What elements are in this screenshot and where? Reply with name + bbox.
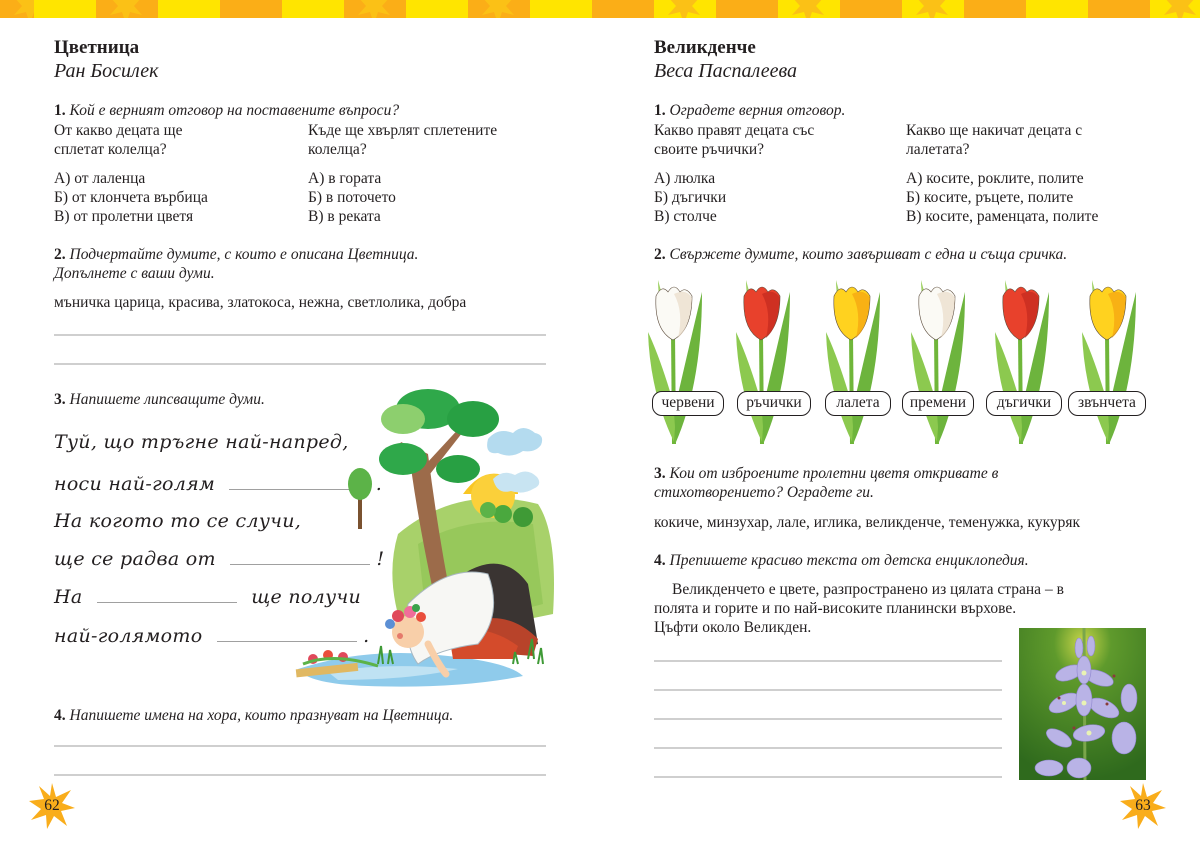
q1-col2-question-line2: лалетата? bbox=[906, 141, 970, 158]
q1-col1-option-b[interactable]: Б) дъгички bbox=[654, 189, 727, 206]
question-4-prompt bbox=[54, 706, 453, 725]
poem-text: На когото то се случи, bbox=[54, 510, 302, 532]
word-bubble[interactable]: премени bbox=[902, 391, 974, 416]
fill-in-blank[interactable] bbox=[97, 587, 237, 603]
encyclopedia-text-line1: Великденчето е цвете, разпространено из цялата страна – в bbox=[672, 581, 1064, 598]
q3-flower-list[interactable]: кокиче, минзухар, лале, иглика, великденче, теменужка, кукуряк bbox=[654, 514, 1081, 531]
question-3-prompt bbox=[54, 390, 265, 409]
question-text: Кой е верният отговор на поставените въпроси? bbox=[69, 102, 400, 119]
answer-line[interactable] bbox=[654, 776, 1002, 778]
question-1-prompt bbox=[654, 101, 845, 120]
question-text: Напишете липсващите думи. bbox=[69, 391, 265, 408]
poem-text: ! bbox=[376, 548, 385, 570]
author-name: Веса Паспалеева bbox=[654, 60, 798, 82]
q1-col1-option-a[interactable]: А) от лаленца bbox=[54, 170, 146, 187]
answer-line[interactable] bbox=[54, 774, 546, 776]
question-text: Свържете думите, които завършват с една и съща сричка. bbox=[669, 246, 1068, 263]
question-2-prompt bbox=[654, 245, 1067, 264]
question-number: 2. bbox=[654, 246, 666, 263]
q1-col1-question-line2: своите ръчички? bbox=[654, 141, 765, 158]
poem-text: На bbox=[54, 586, 83, 608]
page-title: Великденче bbox=[654, 37, 756, 58]
q1-col2-option-c[interactable]: В) в реката bbox=[308, 208, 381, 225]
q1-col1-option-c[interactable]: В) от пролетни цветя bbox=[54, 208, 194, 225]
yellow-tulip-illustration bbox=[818, 272, 888, 444]
q1-col1-question-line2: сплетат колелца? bbox=[54, 141, 167, 158]
q1-col2-option-a[interactable]: А) в гората bbox=[308, 170, 382, 187]
question-number: 3. bbox=[654, 465, 666, 482]
question-number: 2. bbox=[54, 246, 66, 263]
answer-line[interactable] bbox=[54, 334, 546, 336]
answer-line[interactable] bbox=[654, 689, 1002, 691]
q1-col2-option-b[interactable]: Б) косите, ръцете, полите bbox=[906, 189, 1074, 206]
q1-col2-option-b[interactable]: Б) в поточето bbox=[308, 189, 396, 206]
question-text: стихотворението? Оградете ги. bbox=[654, 484, 874, 501]
page-number-badge bbox=[1119, 782, 1167, 830]
poem-text: ще получи bbox=[251, 586, 362, 608]
q1-col1-option-b[interactable]: Б) от клончета върбица bbox=[54, 189, 208, 206]
author-name: Ран Босилек bbox=[54, 60, 159, 82]
question-text: Препишете красиво текста от детска енциклопедия. bbox=[669, 552, 1029, 569]
question-text: Оградете верния отговор. bbox=[669, 102, 846, 119]
q1-col2-question-line2: колелца? bbox=[308, 141, 367, 158]
question-3-prompt bbox=[654, 464, 998, 483]
answer-line[interactable] bbox=[654, 747, 1002, 749]
poem-text: носи най-голям bbox=[54, 473, 216, 495]
word-bubble[interactable]: дъгички bbox=[986, 391, 1062, 416]
page-title: Цветница bbox=[54, 37, 140, 58]
q1-col1-option-c[interactable]: В) столче bbox=[654, 208, 717, 225]
encyclopedia-text-line3: Цъфти около Великден. bbox=[654, 619, 812, 636]
page-number: 63 bbox=[1135, 797, 1151, 814]
question-text: Напишете имена на хора, които празнуват на Цветница. bbox=[69, 707, 454, 724]
q1-col2-option-a[interactable]: А) косите, роклите, полите bbox=[906, 170, 1084, 187]
answer-line[interactable] bbox=[54, 363, 546, 365]
q2-word-list[interactable]: мъничка царица, красива, златокоса, нежна, светлолика, добра bbox=[54, 294, 467, 311]
question-2-prompt-line2 bbox=[54, 264, 215, 283]
page-number: 62 bbox=[44, 797, 60, 814]
question-4-prompt bbox=[654, 551, 1029, 570]
q1-col2-question-line1: Къде ще хвърлят сплетените bbox=[308, 122, 498, 139]
white-tulip-illustration bbox=[903, 272, 973, 444]
answer-line[interactable] bbox=[54, 745, 546, 747]
question-text: Кои от изброените пролетни цветя откривате в bbox=[669, 465, 999, 482]
yellow-tulip-illustration bbox=[1074, 272, 1144, 444]
answer-line[interactable] bbox=[654, 718, 1002, 720]
poem-text: . bbox=[363, 625, 370, 647]
veronica-flower-photo bbox=[1019, 628, 1146, 780]
q1-col1-question-line1: От какво децата ще bbox=[54, 122, 183, 139]
question-number: 3. bbox=[54, 391, 66, 408]
question-number: 4. bbox=[54, 707, 66, 724]
q1-col2-question-line1: Какво ще накичат децата с bbox=[906, 122, 1083, 139]
question-text: Допълнете с ваши думи. bbox=[54, 265, 215, 282]
poem-text: ще се радва от bbox=[54, 548, 216, 570]
poem-line-3 bbox=[54, 509, 301, 533]
question-2-prompt bbox=[54, 245, 418, 264]
q1-col1-question-line1: Какво правят децата със bbox=[654, 122, 815, 139]
poem-text: най-голямото bbox=[54, 625, 203, 647]
encyclopedia-text-line2: полята и горите и по най-високите планински върхове. bbox=[654, 600, 1017, 617]
page-number-badge bbox=[28, 782, 76, 830]
word-bubble[interactable]: лалета bbox=[825, 391, 891, 416]
question-3-prompt-line2 bbox=[654, 483, 874, 502]
question-number: 4. bbox=[654, 552, 666, 569]
question-number: 1. bbox=[54, 102, 66, 119]
question-number: 1. bbox=[654, 102, 666, 119]
red-tulip-illustration bbox=[987, 272, 1057, 444]
girl-by-stream-illustration bbox=[288, 384, 563, 694]
q1-col1-option-a[interactable]: А) люлка bbox=[654, 170, 716, 187]
poem-text: Туй, що тръгне най-напред, bbox=[54, 431, 349, 453]
white-tulip-illustration bbox=[640, 272, 710, 444]
answer-line[interactable] bbox=[654, 660, 1002, 662]
poem-text: . bbox=[375, 473, 383, 495]
red-tulip-illustration bbox=[728, 272, 798, 444]
word-bubble[interactable]: звънчета bbox=[1068, 391, 1146, 416]
word-bubble[interactable]: червени bbox=[652, 391, 724, 416]
question-text: Подчертайте думите, с които е описана Цветница. bbox=[69, 246, 419, 263]
word-bubble[interactable]: ръчички bbox=[737, 391, 811, 416]
question-1-prompt bbox=[54, 101, 399, 120]
q1-col2-option-c[interactable]: В) косите, раменцата, полите bbox=[906, 208, 1099, 225]
